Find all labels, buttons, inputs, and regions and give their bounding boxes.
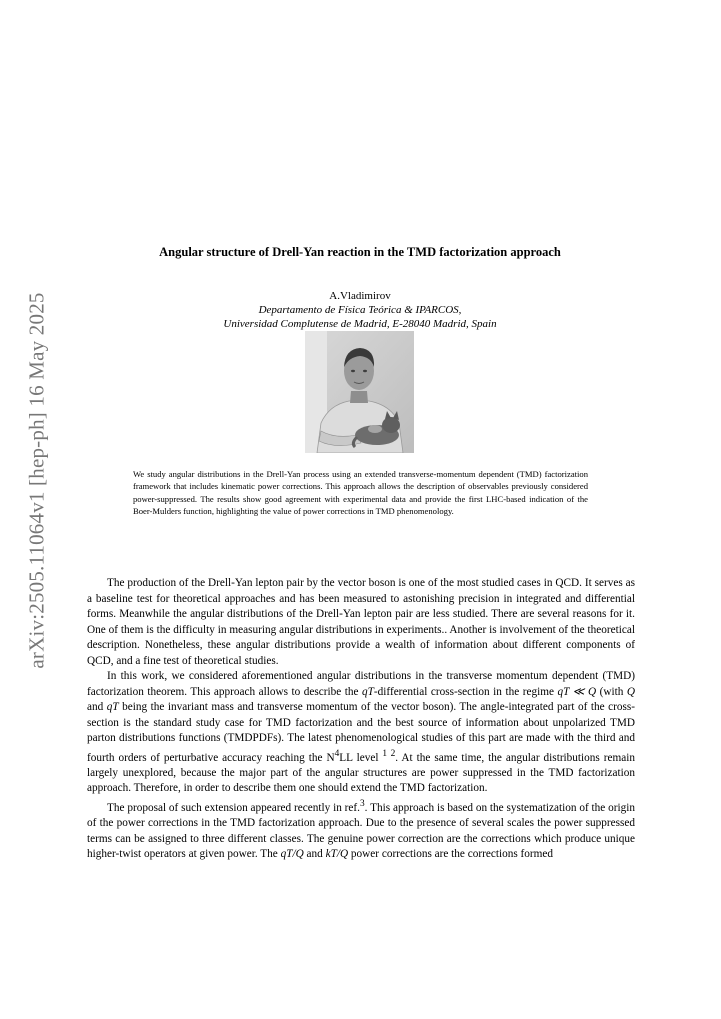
abstract: We study angular distributions in the Drell-Yan process using an extended transverse-momentum dependent (TMD) factorization framework that includes kinematic power corrections. This approach allows the description of observables previously considered power-suppressed. The results show good agreement with experimental data and provide the first LHC-based indication of the Boer-Mulders function, highlighting the value of power corrections in TMD phenomenology. bbox=[133, 469, 588, 517]
math-regime: qT ≪ Q bbox=[557, 685, 597, 698]
paragraph-3: The proposal of such extension appeared recently in ref.$^3$. This approach is based on the systematization of the origin of the power corrections in the TMD factorization approach. Due to the presence of several scales the power suppressed terms can be assigned to three different classes. The genuine power correction are the corrections which produce unique higher-twist operators at given power. The qT/Q and kT/Q power corrections are the corrections formed bbox=[87, 798, 636, 860]
affiliation-line-2: Universidad Complutense de Madrid, E-28040 Madrid, Spain bbox=[223, 318, 497, 330]
affiliation-line-1: Departamento de Física Teórica & IPARCOS, bbox=[258, 304, 462, 316]
author-photo bbox=[305, 331, 414, 453]
superscript: 4 bbox=[334, 748, 340, 759]
arxiv-identifier-stamp bbox=[12, 290, 62, 670]
math-qt: qT bbox=[362, 685, 374, 698]
math-kt-over-q: kT/Q bbox=[325, 848, 349, 860]
paragraph-1: The production of the Drell-Yan lepton pair by the vector boson is one of the most studied cases in QCD. It serves as a baseline test for theoretical approaches and has been measured to astonishing precision in integrated and differential forms. Meanwhile the angular distributions of the Drell-Yan lepton pair are less studied. There are several reasons for it. One of them is the difficulty in measuring angular distributions in experiments.. Another is involvement of the theoretical description. Nonetheless, these angular distributions provide a wealth of information about different components of QCD, and a fine test of theoretical studies. bbox=[87, 577, 635, 667]
body-text bbox=[87, 576, 635, 863]
paper-title: Angular structure of Drell-Yan reaction in the TMD factorization approach bbox=[159, 245, 561, 259]
citation-superscript: 1 2 bbox=[382, 748, 396, 759]
math-q: Q bbox=[626, 685, 635, 698]
paragraph-2: In this work, we considered aforementioned angular distributions in the transverse momentum dependent (TMD) factorization theorem. This approach allows to describe the qT-differential cross-section in the regime qT ≪ Q (with Q and qT being the invariant mass and transverse momentum of the vector boson). The angle-integrated part of the cross-section is the standard study case for TMD factorization and the best source of information about unpolarized TMD parton distributions functions (TMDPDFs). The latest phenomenological studies of this part are made with the third and fourth orders of perturbative accuracy reaching the $N^4LL$ level $^{1 2}$. At the same time, the angular distributions remain largely unexplored, because the major part of the angular structures are power suppressed in the TMD factorization approach. Therefore, in order to describe them one should extend the TMD factorization. bbox=[87, 670, 636, 795]
math-qt: qT bbox=[106, 701, 119, 713]
author-name: A.Vladimirov bbox=[329, 290, 391, 302]
arxiv-stamp-text: arXiv:2505.11064v1 [hep-ph] 16 May 2025 bbox=[24, 291, 49, 669]
author-block bbox=[60, 289, 660, 331]
math-qt-over-q: qT/Q bbox=[280, 848, 304, 860]
citation-superscript: 3 bbox=[359, 798, 365, 809]
